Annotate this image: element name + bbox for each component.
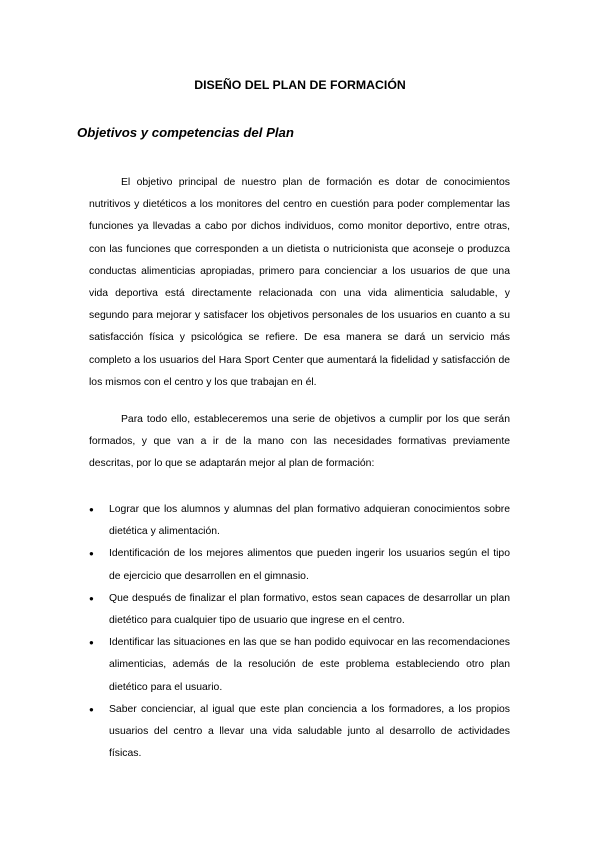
objectives-intro-paragraph: Para todo ello, estableceremos una serie de objetivos a cumplir por los que serán formados, y que van a ir de la mano con las necesidades formativas previamente descritas, por lo que se adaptarán mejor al plan de formación: [89,414,510,470]
section-heading: Objetivos y competencias del Plan [77,125,294,140]
list-item: ● Identificar las situaciones en las que se han podido equivocar en las recomendaciones alimenticias, además de la resolución de este problema estableciendo otro plan dietético para el usuario. [89,632,510,699]
intro-paragraph: El objetivo principal de nuestro plan de formación es dotar de conocimientos nutritivos y dietéticos a los monitores del centro en cuestión para poder complementar las funciones ya llevadas a cabo por dichos individuos, como monitor deportivo, entre otras, con las funciones que corresponden a un dietista o nutricionista que aconseje o produzca conductas alimenticias apropiadas, primero para concienciar a los usuarios de que una vida deportiva está directamente relacionada con una vida alimenticia saludable, y segundo para mejorar y satisfacer los objetivos personales de los usuarios en cuanto a su satisfacción física y psicológica se refiere. De esa manera se dará un servicio más completo a los usuarios del Hara Sport Center que aumentará la fidelidad y satisfacción de los mismos con el centro y los que trabajan en él. [89,177,510,388]
list-item: ● Que después de finalizar el plan formativo, estos sean capaces de desarrollar un plan dietético para cualquier tipo de usuario que ingrese en el centro. [89,588,510,632]
document-title: DISEÑO DEL PLAN DE FORMACIÓN [194,78,406,92]
list-item: ● Lograr que los alumnos y alumnas del plan formativo adquieran conocimientos sobre dietética y alimentación. [89,499,510,543]
objectives-list [89,499,510,765]
list-item: ● Identificación de los mejores alimentos que pueden ingerir los usuarios según el tipo de ejercicio que desarrollen en el gimnasio. [89,543,510,587]
list-item: ● Saber concienciar, al igual que este plan conciencia a los formadores, a los propios usuarios del centro a llevar una vida saludable junto al desarrollo de actividades físicas. [89,699,510,766]
